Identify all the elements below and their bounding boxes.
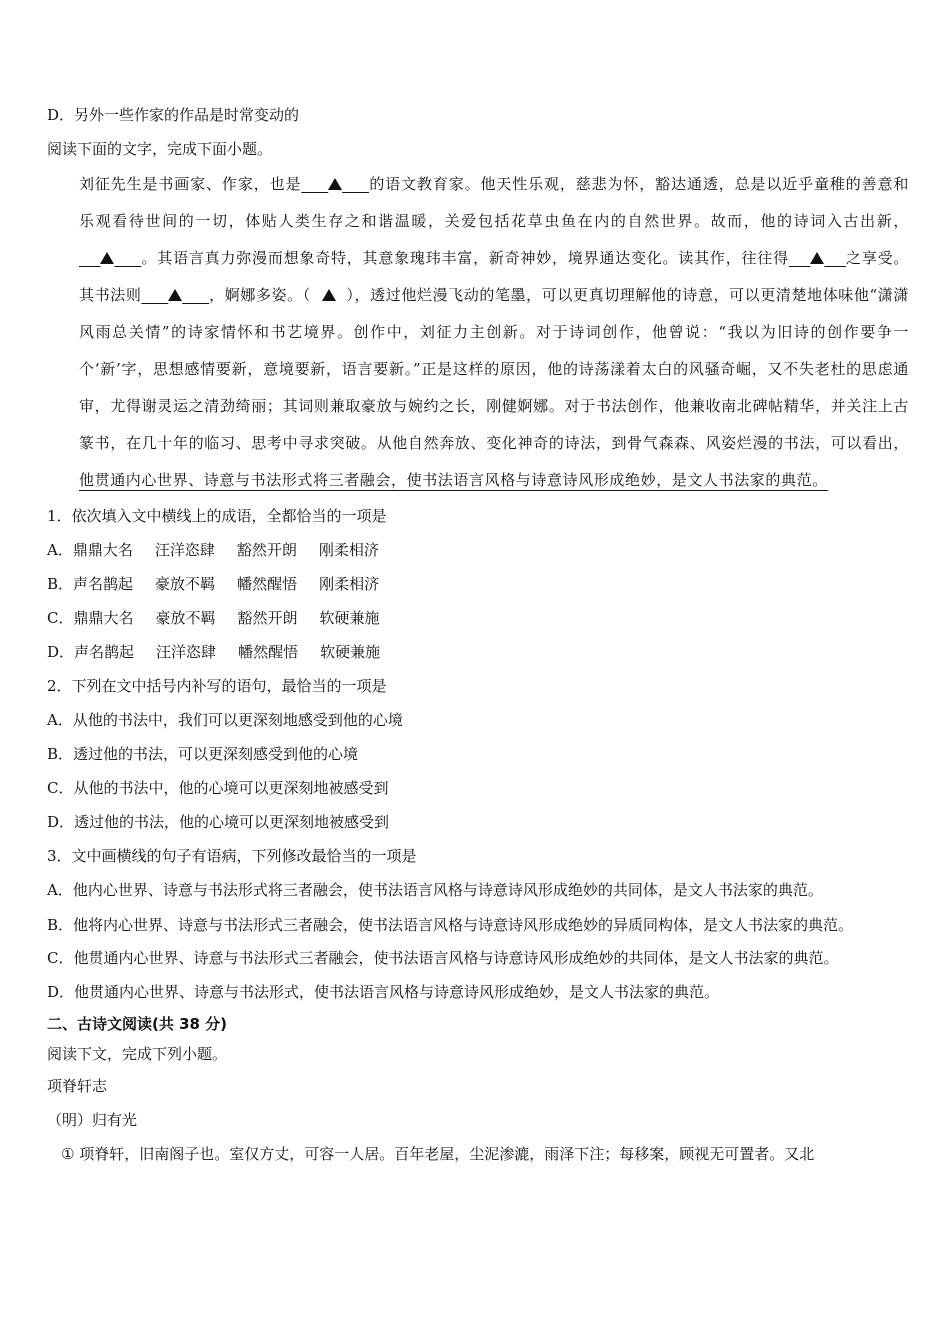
classical-text-title: 项脊轩志 <box>47 1077 108 1095</box>
classical-text-author: （明）归有光 <box>47 1111 138 1129</box>
document-page <box>47 98 909 1171</box>
option-label: D． <box>47 643 75 661</box>
question-1-option-a[interactable] <box>47 533 909 567</box>
option-word: 汪洋恣肆 <box>156 643 217 661</box>
option-label: A． <box>47 541 73 559</box>
option-word: 声名鹊起 <box>74 643 135 661</box>
option-label: C． <box>47 609 74 627</box>
option-word: 刚柔相济 <box>319 575 380 593</box>
question-2-option-a[interactable]: A．从他的书法中，我们可以更深刻地感受到他的心境 <box>47 711 403 729</box>
passage-text-3: 。其语言真力弥漫而想象奇特，其意象瑰玮丰富，新奇神妙，境界通达变化。读其作，往往得 <box>141 249 789 267</box>
reading-passage <box>47 166 909 499</box>
question-3-option-c[interactable]: C．他贯通内心世界、诗意与书法形式三者融会，使书法语言风格与诗意诗风形成绝妙的共同体，是文人书法家的典范。 <box>47 949 839 967</box>
question-3-option-a[interactable]: A．他内心世界、诗意与书法形式将三者融会，使书法语言风格与诗意诗风形成绝妙的共同体，是文人书法家的典范。 <box>47 881 823 899</box>
paragraph-number: ① <box>61 1145 75 1163</box>
option-word: 声名鹊起 <box>73 575 134 593</box>
reading-instruction: 阅读下面的文字，完成下面小题。 <box>47 140 273 158</box>
option-word: 幡然醒悟 <box>238 643 299 661</box>
question-3-option-b[interactable]: B．他将内心世界、诗意与书法形式三者融会，使书法语言风格与诗意诗风形成绝妙的异质同构体，是文人书法家的典范。 <box>47 916 854 934</box>
passage-text-4: 之享受。其书法则 <box>79 249 909 304</box>
question-1-stem: 1．依次填入文中横线上的成语，全都恰当的一项是 <box>47 507 387 525</box>
option-word: 软硬兼施 <box>319 609 380 627</box>
section-2-instruction: 阅读下文，完成下列小题。 <box>47 1045 228 1063</box>
underlined-sentence: 他贯通内心世界、诗意与书法形式将三者融会，使书法语言风格与诗意诗风形成绝妙，是文人书法家的典范。 <box>79 471 828 489</box>
classical-text-paragraph-1 <box>47 1137 909 1171</box>
question-2-option-c[interactable]: C．从他的书法中，他的心境可以更深刻地被感受到 <box>47 779 389 797</box>
question-1-option-b[interactable] <box>47 567 909 601</box>
triangle-blank-icon <box>100 252 114 264</box>
option-word: 幡然醒悟 <box>237 575 298 593</box>
option-word: 鼎鼎大名 <box>72 541 133 559</box>
passage-text-1: 刘征先生是书画家、作家，也是 <box>79 175 302 193</box>
option-word: 豁然开朗 <box>236 541 297 559</box>
triangle-blank-icon <box>810 252 824 264</box>
option-word: 刚柔相济 <box>318 541 379 559</box>
question-2-stem: 2．下列在文中括号内补写的语句，最恰当的一项是 <box>47 677 387 695</box>
option-word: 豪放不羁 <box>155 609 216 627</box>
question-2-option-b[interactable]: B．透过他的书法，可以更深刻感受到他的心境 <box>47 745 359 763</box>
triangle-blank-icon <box>328 178 342 190</box>
passage-text-6: ），透过他烂漫飞动的笔墨，可以更真切理解他的诗意，可以更清楚地体味他“潇潇风雨总关情”的诗家情怀和书艺境界。创作中，刘征力主创新。对于诗词创作，他曾说：“我以为旧诗的创作要争一个‘新’字，思想感情要新，意境要新，语言要新。”正是这样的原因，他的诗荡漾着太白的风骚奇崛，又不失老杜的思虑通审，尤得谢灵运之清劲绮丽；其词则兼取豪放与婉约之长，刚健婀娜。对于书法创作，他兼收南北碑帖精华，并关注上古篆书，在几十年的临习、思考中寻求突破。从他自然奔放、变化神奇的诗法，到骨气森森、风姿烂漫的书法，可以看出， <box>79 286 909 452</box>
section-2-heading: 二、古诗文阅读(共 38 分) <box>47 1015 228 1033</box>
question-3-stem: 3．文中画横线的句子有语病，下列修改最恰当的一项是 <box>47 847 417 865</box>
prev-question-option-d: D．另外一些作家的作品是时常变动的 <box>47 106 300 124</box>
option-word: 豪放不羁 <box>155 575 216 593</box>
question-1-option-c[interactable] <box>47 601 909 635</box>
blank-4 <box>141 277 209 314</box>
blank-3 <box>789 240 846 277</box>
option-label: B． <box>47 575 74 593</box>
option-word: 鼎鼎大名 <box>73 609 134 627</box>
passage-text-5: ，婀娜多姿。（ <box>209 286 311 304</box>
option-word: 豁然开朗 <box>237 609 298 627</box>
option-word: 汪洋恣肆 <box>154 541 215 559</box>
question-1-option-d[interactable] <box>47 635 909 669</box>
blank-2 <box>79 240 141 277</box>
triangle-blank-icon <box>322 289 336 301</box>
blank-1 <box>301 166 369 203</box>
question-2-option-d[interactable]: D．透过他的书法，他的心境可以更深刻地被感受到 <box>47 813 390 831</box>
triangle-blank-icon <box>168 289 182 301</box>
question-3-option-d[interactable]: D．他贯通内心世界、诗意与书法形式，使书法语言风格与诗意诗风形成绝妙，是文人书法家的典范。 <box>47 983 720 1001</box>
paragraph-text: 项脊轩，旧南阁子也。室仅方丈，可容一人居。百年老屋，尘泥渗漉，雨泽下注；每移案，顾视无可置者。又北 <box>79 1145 815 1163</box>
passage-text-2: 的语文教育家。他天性乐观，慈悲为怀，豁达通透，总是以近乎童稚的善意和乐观看待世间的一切，体贴人类生存之和谐温暖，关爱包括花草虫鱼在内的自然世界。故而，他的诗词入古出新， <box>79 175 909 230</box>
option-word: 软硬兼施 <box>320 643 381 661</box>
